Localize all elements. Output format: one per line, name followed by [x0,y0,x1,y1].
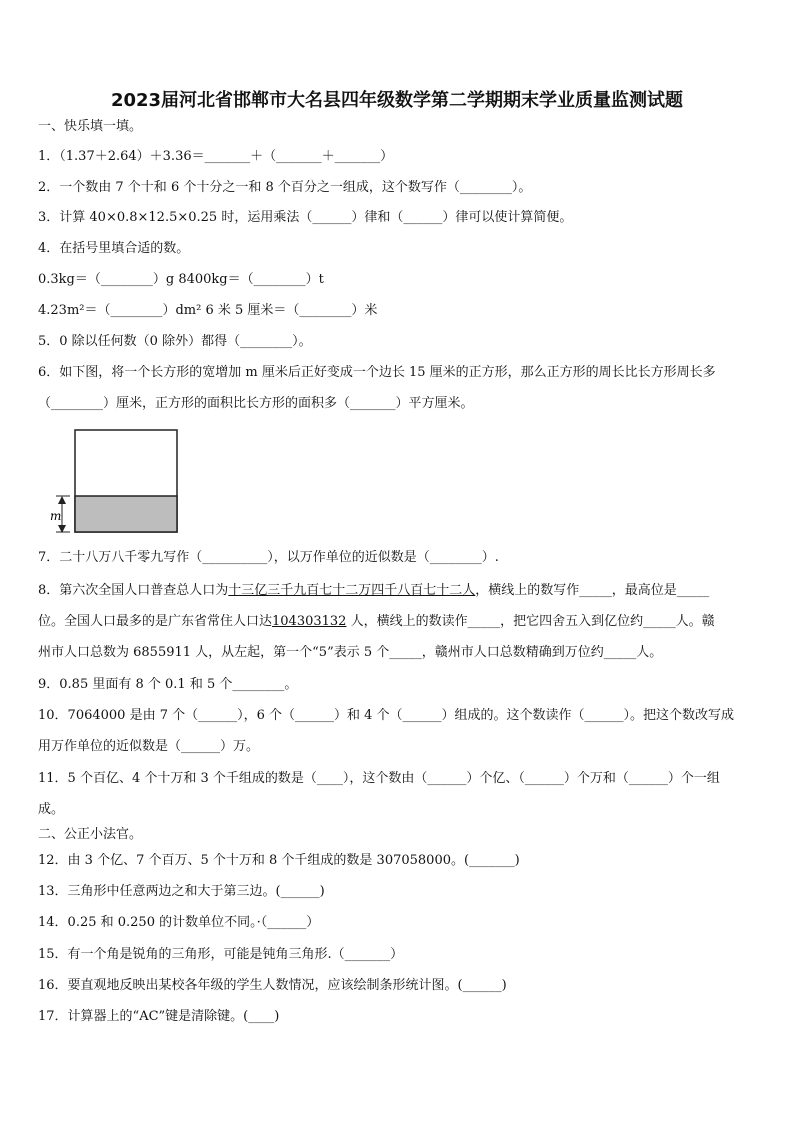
question-2: 2．一个数由 7 个十和 6 个十分之一和 8 个百分之一组成，这个数写作（________）。 [38,180,532,195]
section-heading-1: 一、快乐填一填。 [38,119,143,134]
question-7: 7．二十八万八千零九写作（__________），以万作单位的近似数是（________）. [38,550,499,565]
question-3: 3．计算 40×0.8×12.5×0.25 时，运用乘法（______）律和（______）律可以使计算简便。 [38,210,573,225]
question-9: 9．0.85 里面有 8 个 0.1 和 5 个________。 [38,677,298,692]
question-11-line-1: 11．5 个百亿、4 个十万和 3 个千组成的数是（____），这个数由（______）个亿、（______）个万和（______）个一组 [38,771,720,786]
question-10-line-1: 10．7064000 是由 7 个（______），6 个（______）和 4 个（______）组成的。这个数读作（______）。把这个数改写成 [38,708,735,723]
question-16: 16．要直观地反映出某校各年级的学生人数情况，应该绘制条形统计图。(______) [38,978,507,993]
question-17: 17．计算器上的“AC”键是清除键。(____) [38,1009,280,1024]
question-6-line-2: （________）厘米，正方形的面积比长方形的面积多（_______）平方厘米。 [38,396,474,411]
question-8-line-3: 州市人口总数为 6855911 人，从左起，第一个“5”表示 5 个_____，赣州市人口总数精确到万位约_____人。 [38,645,663,660]
question-6-line-1: 6．如下图，将一个长方形的宽增加 m 厘米后正好变成一个边长 15 厘米的正方形，那么正方形的周长比长方形周长多 [38,365,716,380]
question-8-line-2: 位。全国人口最多的是广东省常住人口达104303132 人，横线上的数读作_____，把它四舍五入到亿位约_____人。赣 [38,614,715,629]
m-label: m [50,509,62,523]
question-12: 12．由 3 个亿、7 个百万、5 个十万和 8 个千组成的数是 307058000。(_______) [38,853,520,868]
question-4: 4．在括号里填合适的数。 [38,241,190,256]
question-8-line-1: 8．第六次全国人口普查总人口为十三亿三千九百七十二万四千八百七十二人，横线上的数写作_____，最高位是_____ [38,583,710,598]
question-15: 15．有一个角是锐角的三角形，可能是钝角三角形.（_______） [38,947,404,962]
page-title: 2023届河北省邯郸市大名县四年级数学第二学期期末学业质量监测试题 [110,90,684,111]
question-14: 14．0.25 和 0.250 的计数单位不同。·（______） [38,915,320,930]
question-1: 1．（1.37＋2.64）＋3.36＝_______＋（_______＋_______） [38,149,394,164]
question-4-part-b: 4.23m²＝（________）dm² 6 米 5 厘米＝（________）米 [38,303,378,318]
question-10-line-2: 用万作单位的近似数是（______）万。 [38,739,260,754]
rectangle-square-figure [44,428,184,534]
question-5: 5．0 除以任何数（0 除外）都得（________）。 [38,334,312,349]
question-4-part-a: 0.3kg＝（________）g 8400kg＝（________）t [38,272,324,287]
question-13: 13．三角形中任意两边之和大于第三边。(______) [38,884,325,899]
section-heading-2: 二、公正小法官。 [38,827,143,842]
question-11-line-2: 成。 [38,802,65,817]
